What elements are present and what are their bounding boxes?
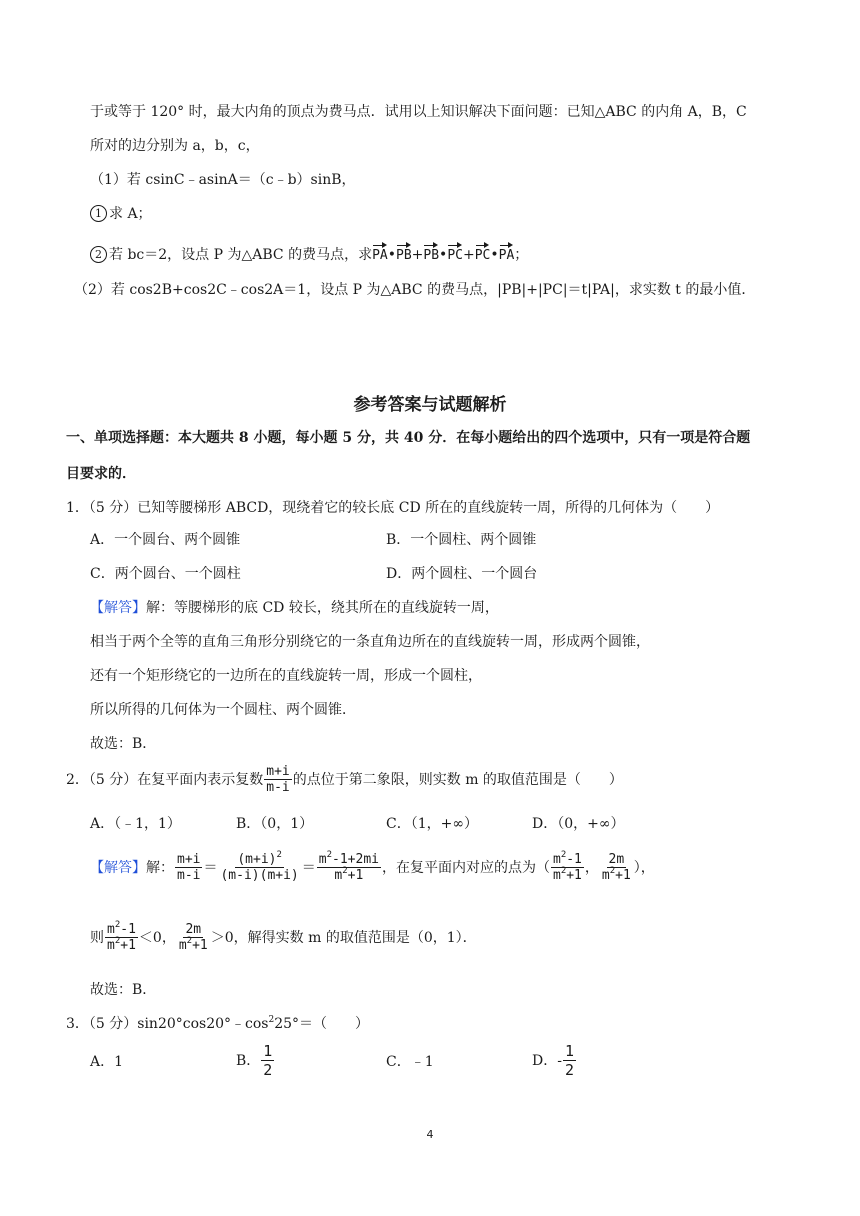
q2-option-a: A．（﹣1，1）	[90, 816, 181, 832]
fraction: $\frac{m^2-1+2mi}{m^2+1}$	[318, 850, 379, 883]
q1-solution-line: 还有一个矩形绕它的一边所在的直线旋转一周，形成一个圆柱，	[90, 668, 482, 684]
q1-choice: 故选：B．	[90, 736, 157, 752]
q2-option-d: D．（0，+∞）	[532, 816, 625, 832]
answer-tag: 【解答】	[90, 859, 146, 876]
problem-text-line: 所对的边分别为 a，b，c，	[90, 138, 260, 154]
problem-subpart-2: 2 若 bc＝2，设点 P 为△ABC 的费马点，求PA•PB+PB•PC+PC•PA；	[90, 242, 528, 266]
fraction: $\frac{m^2-1}{m^2+1}$	[552, 850, 582, 883]
problem-part-2: （2）若 cos2B+cos2C﹣cos2A＝1，设点 P 为△ABC 的费马点，|PB|+|PC|＝t|PA|，求实数 t 的最小值．	[74, 282, 756, 298]
q1-solution-line: 所以所得的几何体为一个圆柱、两个圆锥．	[90, 702, 356, 718]
vector-pc: PC	[447, 242, 463, 266]
section-heading-cont: 目要求的．	[66, 466, 136, 482]
q1-option-c: C．两个圆台、一个圆柱	[90, 566, 241, 582]
q2-solution-line: 则 $\frac{m^2-1}{m^2+1}$ ＜0， $\frac{2m}{m^2+1}$ ＞0，解得实数 m 的取值范围是（0，1）．	[90, 920, 477, 953]
circled-number: 2	[90, 246, 107, 263]
problem-subpart-1: 1 求 A；	[90, 204, 152, 224]
fraction: $\frac{1}{2}$	[564, 1042, 574, 1079]
circled-number: 1	[90, 205, 107, 222]
q1-option-d: D．两个圆柱、一个圆台	[386, 566, 538, 582]
vector-pa: PA	[372, 242, 388, 266]
question-1-stem: 1．（5 分）已知等腰梯形 ABCD，现绕着它的较长底 CD 所在的直线旋转一周，所得的几何体为（ ）	[66, 500, 720, 516]
answer-tag: 【解答】	[90, 600, 146, 616]
problem-text-line: 于或等于 120° 时，最大内角的顶点为费马点．试用以上知识解决下面问题：已知△ABC 的内角 A，B，C	[90, 104, 747, 120]
q3-option-b: B． $\frac{1}{2}$	[236, 1042, 273, 1079]
q2-option-c: C．（1，+∞）	[386, 816, 479, 832]
fraction: $\frac{2m}{m^2+1}$	[601, 852, 631, 883]
page-number: 4	[426, 1128, 434, 1141]
fraction: $\frac{m^2-1}{m^2+1}$	[107, 920, 136, 953]
q2-solution-line: 【解答】 解： $\frac{m+i}{m-i}$ ＝ $\frac{(m+i)^2}{(m-i)(m+i)}$ ＝ $\frac{m^2-1+2mi}{m^2+1}$ ，在复平面内对应的点为（ $\frac{m^2-1}{m^2+1}$ ， $\frac{2m}{m^2+1}$ ），	[90, 850, 655, 883]
q1-solution-line: 相当于两个全等的直角三角形分别绕它的一条直角边所在的直线旋转一周，形成两个圆锥，	[90, 634, 650, 650]
q3-option-c: C．﹣1	[386, 1054, 434, 1070]
q2-choice: 故选：B．	[90, 982, 157, 998]
question-3-stem: 3．（5 分）$\sin 20^\circ\cos 20^\circ﹣\cos^225^\circ=$（ ）	[66, 1015, 370, 1032]
fraction: $\frac{1}{2}$	[263, 1042, 273, 1079]
answers-title: 参考答案与试题解析	[353, 395, 507, 415]
problem-part-1: （1）若 csinC﹣asinA＝（c﹣b）sinB，	[90, 172, 356, 188]
vector-pb: PB	[396, 242, 412, 266]
q3-option-d: D． - $\frac{1}{2}$	[532, 1042, 574, 1079]
fraction: $\frac{(m+i)^2}{(m-i)(m+i)}$	[220, 850, 299, 883]
q3-option-a: A．1	[90, 1054, 124, 1070]
q1-option-b: B．一个圆柱、两个圆锥	[386, 532, 537, 548]
fraction: $\frac{m+i}{m-i}$	[177, 852, 201, 883]
vector-pa: PA	[499, 242, 515, 266]
q2-option-b: B．（0，1）	[236, 816, 314, 832]
q1-solution-line: 【解答】解：等腰梯形的底 CD 较长，绕其所在的直线旋转一周，	[90, 600, 499, 616]
question-2-stem: 2．（5 分）在复平面内表示复数 $\frac{m+i}{m-i}$ 的点位于第二象限，则实数 m 的取值范围是（ ）	[66, 764, 623, 795]
q1-option-a: A．一个圆台、两个圆锥	[90, 532, 241, 548]
fraction: $\frac{2m}{m^2+1}$	[178, 922, 208, 953]
vector-pc: PC	[475, 242, 491, 266]
section-heading: 一、单项选择题：本大题共 8 小题，每小题 5 分，共 40 分．在每小题给出的四个选项中，只有一项是符合题	[66, 430, 751, 446]
fraction: $\frac{m+i}{m-i}$	[266, 764, 290, 795]
vector-pb: PB	[423, 242, 439, 266]
